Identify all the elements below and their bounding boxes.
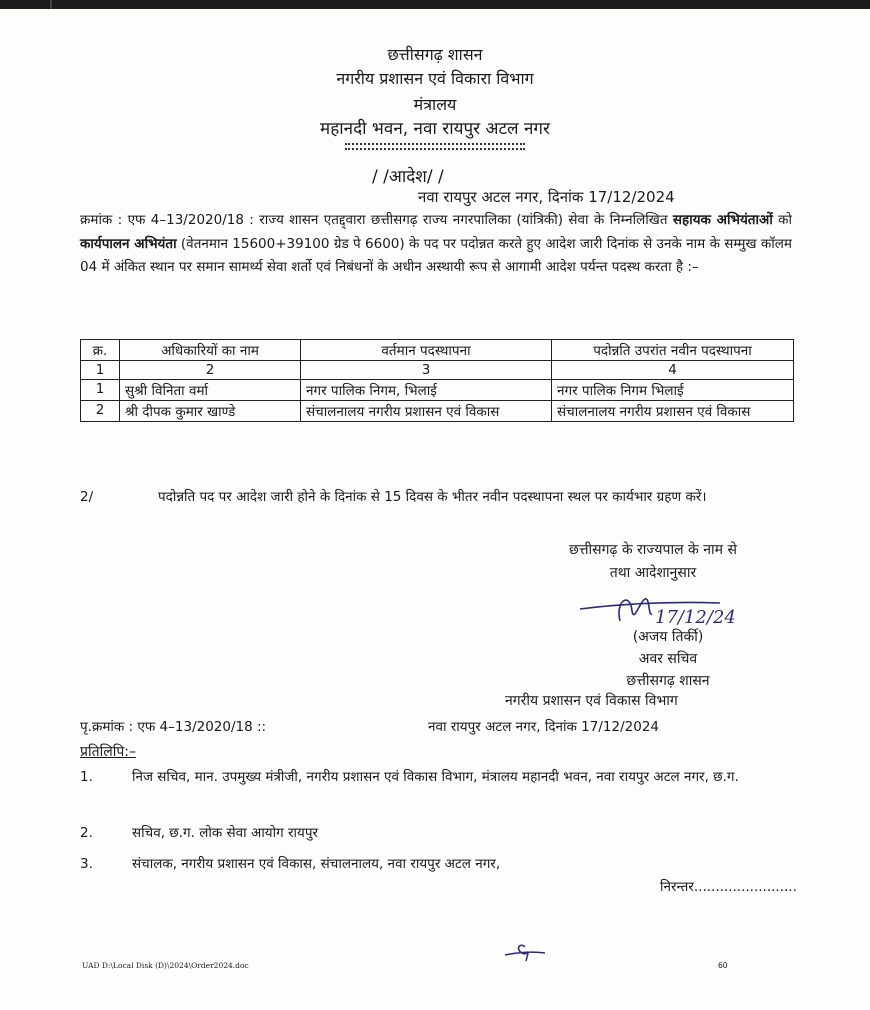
table-cell: संचालनालय नगरीय प्रशासन एवं विकास: [552, 401, 794, 422]
header-dept: नगरीय प्रशासन एवं विकारा विभाग: [336, 69, 534, 88]
list-item-text: सचिव, छ.ग. लोक सेवा आयोग रायपुर: [132, 825, 319, 841]
column-number: 4: [552, 361, 794, 380]
list-item: [80, 822, 792, 845]
top-bar: [0, 0, 870, 9]
order-title: / /आदेश/ /: [372, 167, 444, 187]
reference-number: पृ.क्रमांक : एफ 4–13/2020/18 ::: [80, 719, 267, 735]
list-item-number: 2.: [80, 825, 93, 841]
list-item: [80, 766, 792, 789]
list-item-number: 3.: [80, 856, 93, 872]
table-header-row: [81, 340, 794, 361]
document-page: [0, 9, 870, 1010]
column-number: 2: [120, 361, 301, 380]
list-item-number: 1.: [80, 769, 93, 785]
footer-file-path: UAD D:\Local Disk (D)\2024\Order2024.doc: [82, 961, 249, 970]
table-cell: सुश्री विनिता वर्मा: [120, 380, 301, 401]
table-cell: श्री दीपक कुमार खाण्डे: [120, 401, 301, 422]
table-header: अधिकारियों का नाम: [120, 340, 301, 361]
para1-bold-exec-engineer: कार्यपालन अभियंता: [80, 235, 177, 252]
signatory-designation: अवर सचिव: [638, 651, 698, 667]
table-cell: नगर पालिक निगम भिलाई: [552, 380, 794, 401]
governor-order-line: [508, 539, 798, 585]
header-address: महानदी भवन, नवा रायपुर अटल नगर: [320, 119, 550, 139]
table-cell: नगर पालिक निगम, भिलाई: [301, 380, 552, 401]
table-header: क्र.: [81, 340, 120, 361]
order-paragraph-2: [80, 486, 792, 510]
initial-mark-icon: [500, 937, 550, 967]
governor-line-2: तथा आदेशानुसार: [609, 565, 697, 581]
header-govt: छत्तीसगढ़ शासन: [387, 45, 483, 64]
signatory-block: [548, 626, 788, 692]
para2-number: 2/: [80, 489, 94, 505]
para1-bold-asst-engineers: सहायक अभियंताओं: [672, 212, 773, 228]
reference-date: नवा रायपुर अटल नगर, दिनांक 17/12/2024: [428, 719, 659, 735]
table-row: [81, 380, 794, 401]
para1-mid: को: [772, 212, 793, 228]
signatory-dept: नगरीय प्रशासन एवं विकास विभाग: [505, 693, 678, 709]
governor-line-1: छत्तीसगढ़ के राज्यपाल के नाम से: [569, 542, 737, 558]
posting-table: [80, 339, 794, 422]
signature-date: 17/12/24: [655, 607, 736, 628]
header-divider-2: [345, 148, 525, 150]
para1-lead: क्रमांक : एफ 4–13/2020/18 : राज्य शासन एतद्द्वारा छत्तीसगढ़ राज्य नगरपालिका (यांत्रिकी) सेवा के निम्नलिखित: [80, 212, 673, 228]
para1-rest: (वेतनमान 15600+39100 ग्रेड पे 6600) के पद पर पदोन्नत करते हुए आदेश जारी दिनांक से उनके नाम के सम्मुख कॉलम 04 में अंकित स्थान पर समान सामर्थ्य सेवा शर्तो एवं निबंधनों के अधीन अस्थायी रूप से आगामी आदेश पर्यन्त पदस्थ करता है :–: [80, 235, 792, 275]
continued-label: निरन्तर........................: [660, 879, 797, 895]
table-header: वर्तमान पदस्थापना: [301, 340, 552, 361]
table-cell: 2: [81, 401, 120, 422]
table-header: पदोन्नति उपरांत नवीन पदस्थापना: [552, 340, 794, 361]
reference-line: [80, 717, 792, 735]
header-divider: [345, 143, 525, 145]
order-date: नवा रायपुर अटल नगर, दिनांक 17/12/2024: [418, 188, 675, 206]
table-row: [81, 401, 794, 422]
header-ministry: मंत्रालय: [413, 95, 457, 114]
order-paragraph-1: [80, 209, 792, 280]
list-item-text: संचालक, नगरीय प्रशासन एवं विकास, संचालनालय, नवा रायपुर अटल नगर,: [132, 856, 501, 872]
signatory-name: (अजय तिर्की): [632, 629, 704, 645]
para2-text: पदोन्नति पद पर आदेश जारी होने के दिनांक से 15 दिवस के भीतर नवीन पदस्थापना स्थल पर कार्यभार ग्रहण करें।: [158, 489, 707, 505]
signatory-govt: छत्तीसगढ़ शासन: [626, 673, 710, 689]
list-item: [80, 853, 792, 876]
column-number: 1: [81, 361, 120, 380]
copy-title: प्रतिलिपि:–: [80, 744, 136, 760]
table-cell: संचालनालय नगरीय प्रशासन एवं विकास: [301, 401, 552, 422]
list-item-text: निज सचिव, मान. उपमुख्य मंत्रीजी, नगरीय प्रशासन एवं विकास विभाग, मंत्रालय महानदी भवन, नवा रायपुर अटल नगर, छ.ग.: [132, 769, 739, 785]
footer-page-number: 60: [718, 961, 728, 970]
column-number: 3: [301, 361, 552, 380]
table-number-row: [81, 361, 794, 380]
table-cell: 1: [81, 380, 120, 401]
